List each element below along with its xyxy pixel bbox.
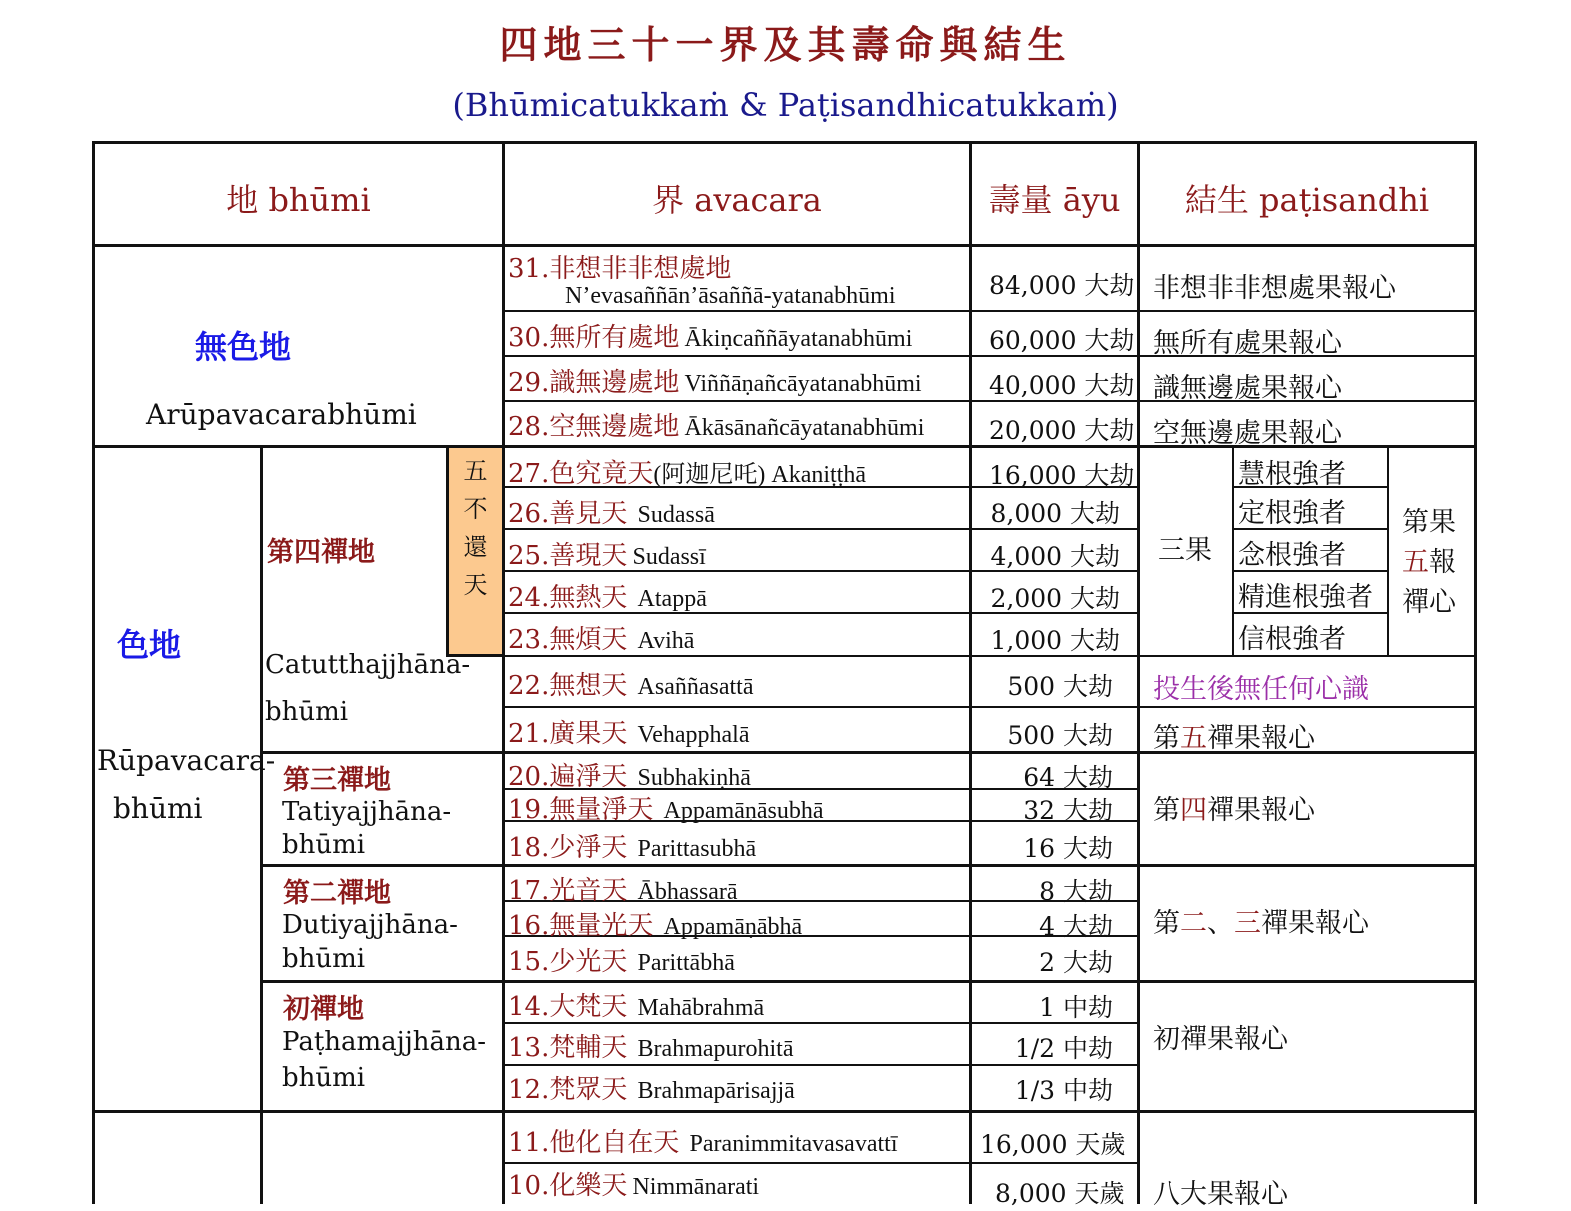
realm-name-cn: 梵眾天 [549, 1075, 628, 1105]
realm-row [508, 986, 764, 1023]
group-jhana1-pali-1: Paṭhamajjhāna- [282, 1027, 487, 1057]
rebirth-consciousness: 空無邊處果報心 [1153, 418, 1342, 449]
realm-name-cn: 無所有處地 [549, 323, 680, 353]
lifespan-cell: 8,000 大劫 [990, 499, 1120, 528]
realm-name-cn: 色究竟天 [549, 459, 654, 489]
realm-name-pali: Parittasubhā [637, 836, 757, 862]
lifespan-cell: 4,000 大劫 [990, 542, 1120, 571]
pure-abodes-label: 五 不 還 天 [463, 457, 488, 599]
realm-number: 14. [508, 992, 550, 1022]
group-jhana3-pali-2: bhūmi [282, 830, 366, 860]
realm-name-cn: 無熱天 [549, 583, 628, 613]
lifespan-cell: 40,000 大劫 [989, 371, 1135, 400]
lifespan-cell: 20,000 大劫 [989, 416, 1135, 445]
group-jhana2-pali-2: bhūmi [282, 944, 366, 974]
lifespan-cell: 4 大劫 [1039, 912, 1113, 941]
realm-number: 31. [508, 254, 550, 284]
realm-name-pali: Avihā [637, 628, 695, 654]
realm-number: 22. [508, 671, 550, 701]
realm-name-pali: Ākiṇcaññāyatanabhūmi [684, 326, 913, 352]
group-jhana3-pali-1: Tatiyajjhāna- [282, 797, 452, 827]
realm-number: 24. [508, 583, 550, 613]
realm-name-pali: Paranimmitavasavattī [689, 1131, 898, 1157]
realm-name-cn: 大梵天 [549, 992, 628, 1022]
group-rupa-pali-1: Rūpavacara- [97, 744, 276, 777]
realm-number: 28. [508, 412, 550, 442]
group-arupa-pali: Arūpavacarabhūmi [146, 398, 417, 431]
realm-row [508, 1122, 897, 1159]
realm-number: 18. [508, 833, 550, 863]
faculty-item: 精進根強者 [1238, 582, 1373, 613]
lifespan-cell: 60,000 大劫 [989, 326, 1135, 355]
three-fruits-label: 三果 [1158, 535, 1212, 566]
page-title: 四地三十一界及其壽命與結生 [499, 23, 1072, 67]
lifespan-cell: 2,000 大劫 [990, 584, 1120, 613]
realm-number: 19. [508, 795, 550, 825]
realm-name-cn: 他化自在天 [549, 1128, 680, 1158]
group-rupa-pali-2: bhūmi [113, 792, 203, 825]
group-jhana1-pali-2: bhūmi [282, 1063, 366, 1093]
header-patisandhi: 結生 paṭisandhi [1184, 181, 1430, 219]
lifespan-cell: 1,000 大劫 [990, 626, 1120, 655]
lifespan-cell: 84,000 大劫 [989, 271, 1135, 300]
group-jhana2-pali-1: Dutiyajjhāna- [282, 910, 458, 940]
realm-name-pali: N’evasaññān’āsaññā-yatanabhūmi [565, 283, 896, 309]
realm-number: 17. [508, 876, 550, 906]
realm-row [508, 827, 756, 864]
rebirth-consciousness: 識無邊處果報心 [1153, 373, 1342, 404]
realm-name-pali: Sudassā [637, 502, 715, 528]
realm-name-cn: 無想天 [549, 671, 628, 701]
realm-name-pali: Sudassī [632, 544, 706, 570]
lifespan-cell: 8,000 天歲 [995, 1179, 1125, 1208]
lifespan-cell: 1/2 中劫 [1014, 1034, 1113, 1063]
realm-name-pali: Ākāsānañcāyatanabhūmi [684, 415, 925, 441]
realm-row [508, 789, 824, 826]
realm-number: 21. [508, 719, 550, 749]
realm-number: 15. [508, 947, 550, 977]
group-jhana4-pali-2: bhūmi [265, 697, 349, 727]
realm-name-cn: 少淨天 [549, 833, 628, 863]
realm-name-pali: Viññāṇañcāyatanabhūmi [684, 371, 922, 397]
rebirth-no-consciousness: 投生後無任何心識 [1153, 674, 1369, 705]
realm-number: 29. [508, 368, 550, 398]
realm-name-pali: Subhakiṇhā [637, 765, 751, 791]
realm-name-pali: Nimmānarati [632, 1174, 760, 1200]
realm-name-cn: 化樂天 [549, 1171, 628, 1201]
lifespan-cell: 8 大劫 [1039, 877, 1113, 906]
realm-name-pali: Brahmapārisajjā [637, 1078, 795, 1104]
realm-name-pali: Vehapphalā [637, 722, 750, 748]
header-bhumi: 地 bhūmi [226, 181, 371, 219]
realm-row [508, 248, 731, 285]
realm-name-pali: Appamāṇāsubhā [663, 798, 824, 824]
realm-name-cn: 空無邊處地 [549, 412, 680, 442]
realm-row [508, 941, 735, 978]
lifespan-cell: 2 大劫 [1039, 948, 1113, 977]
realm-row [508, 756, 751, 793]
lifespan-cell: 500 大劫 [1007, 672, 1113, 701]
realm-name-cn: 無量光天 [549, 911, 654, 941]
group-jhana4-cn: 第四禪地 [267, 537, 375, 568]
faculty-item: 定根強者 [1238, 498, 1346, 529]
realm-name-cn: 光音天 [549, 876, 628, 906]
realm-row [508, 317, 912, 354]
page-subtitle: (Bhūmicatukkaṁ & Paṭisandhicatukkaṁ) [452, 86, 1119, 124]
group-jhana2-cn: 第二禪地 [283, 878, 391, 909]
realm-name-cn: 非想非非想處地 [549, 254, 732, 284]
realm-row [508, 453, 866, 490]
realm-number: 12. [508, 1075, 550, 1105]
rebirth-consciousness: 第五禪果報心 [1153, 723, 1315, 754]
lifespan-cell: 32 大劫 [1023, 796, 1113, 825]
faculty-item: 慧根強者 [1238, 459, 1346, 490]
realm-name-pali: Parittābhā [637, 950, 735, 976]
realm-row [508, 619, 694, 656]
realm-name-pali: Mahābrahmā [637, 995, 765, 1021]
realm-name-pali: (阿迦尼吒) Akaniṭṭhā [653, 462, 866, 488]
realm-number: 16. [508, 911, 550, 941]
lifespan-cell: 500 大劫 [1007, 721, 1113, 750]
realm-row [508, 1165, 759, 1202]
faculty-item: 念根強者 [1238, 540, 1346, 571]
lifespan-cell: 64 大劫 [1023, 763, 1113, 792]
realm-name-cn: 廣果天 [549, 719, 628, 749]
lifespan-cell: 1 中劫 [1039, 993, 1113, 1022]
rebirth-consciousness: 第二、三禪果報心 [1153, 908, 1369, 939]
realm-row [508, 870, 738, 907]
realm-row [508, 577, 707, 614]
realm-number: 13. [508, 1033, 550, 1063]
realm-number: 11. [508, 1128, 550, 1158]
realm-name-cn: 善見天 [549, 499, 628, 529]
realm-name-cn: 少光天 [549, 947, 628, 977]
group-arupa-cn: 無色地 [195, 328, 292, 366]
realm-name-pali: Asaññasattā [637, 674, 754, 700]
realm-name-pali: Atappā [637, 586, 707, 612]
realm-name-cn: 善現天 [549, 541, 628, 571]
realm-number: 23. [508, 625, 550, 655]
realm-name-cn: 梵輔天 [549, 1033, 628, 1063]
group-rupa-cn: 色地 [117, 626, 182, 664]
realm-row [508, 905, 802, 942]
realm-row [508, 493, 715, 530]
rebirth-consciousness: 第四禪果報心 [1153, 795, 1315, 826]
realm-name-pali: Brahmapurohitā [637, 1036, 794, 1062]
group-jhana3-cn: 第三禪地 [283, 765, 391, 796]
realm-row [508, 406, 924, 443]
realm-name-pali: Ābhassarā [637, 879, 738, 905]
lifespan-cell: 16,000 大劫 [989, 461, 1135, 490]
realm-number: 25. [508, 541, 550, 571]
realm-number: 10. [508, 1171, 550, 1201]
rebirth-consciousness: 八大果報心 [1153, 1179, 1288, 1210]
realm-name-cn: 識無邊處地 [549, 368, 680, 398]
realm-row [508, 1069, 795, 1106]
realm-row [508, 713, 750, 750]
fifth-jhana-result-vertical: 第果 五報 禪心 [1402, 507, 1456, 618]
realm-name-cn: 遍淨天 [549, 762, 628, 792]
realm-number: 27. [508, 459, 550, 489]
realm-name-cn: 無煩天 [549, 625, 628, 655]
realm-number: 26. [508, 499, 550, 529]
realm-row [508, 535, 706, 572]
realm-row [508, 1027, 794, 1064]
realm-row [508, 665, 754, 702]
rebirth-consciousness: 非想非非想處果報心 [1153, 273, 1396, 304]
group-jhana1-cn: 初禪地 [283, 994, 364, 1025]
realm-number: 30. [508, 323, 550, 353]
rebirth-consciousness: 初禪果報心 [1153, 1024, 1288, 1055]
realm-row [508, 362, 922, 399]
realm-number: 20. [508, 762, 550, 792]
lifespan-cell: 16,000 天歲 [980, 1130, 1126, 1159]
lifespan-cell: 1/3 中劫 [1014, 1076, 1113, 1105]
header-avacara: 界 avacara [652, 181, 822, 219]
group-jhana4-pali-1: Catutthajjhāna- [265, 650, 471, 680]
rebirth-consciousness: 無所有處果報心 [1153, 328, 1342, 359]
realm-name-pali: Appamāṇābhā [663, 914, 803, 940]
header-ayu: 壽量 āyu [988, 181, 1121, 219]
faculty-item: 信根強者 [1238, 624, 1346, 655]
lifespan-cell: 16 大劫 [1023, 834, 1113, 863]
realm-name-cn: 無量淨天 [549, 795, 654, 825]
